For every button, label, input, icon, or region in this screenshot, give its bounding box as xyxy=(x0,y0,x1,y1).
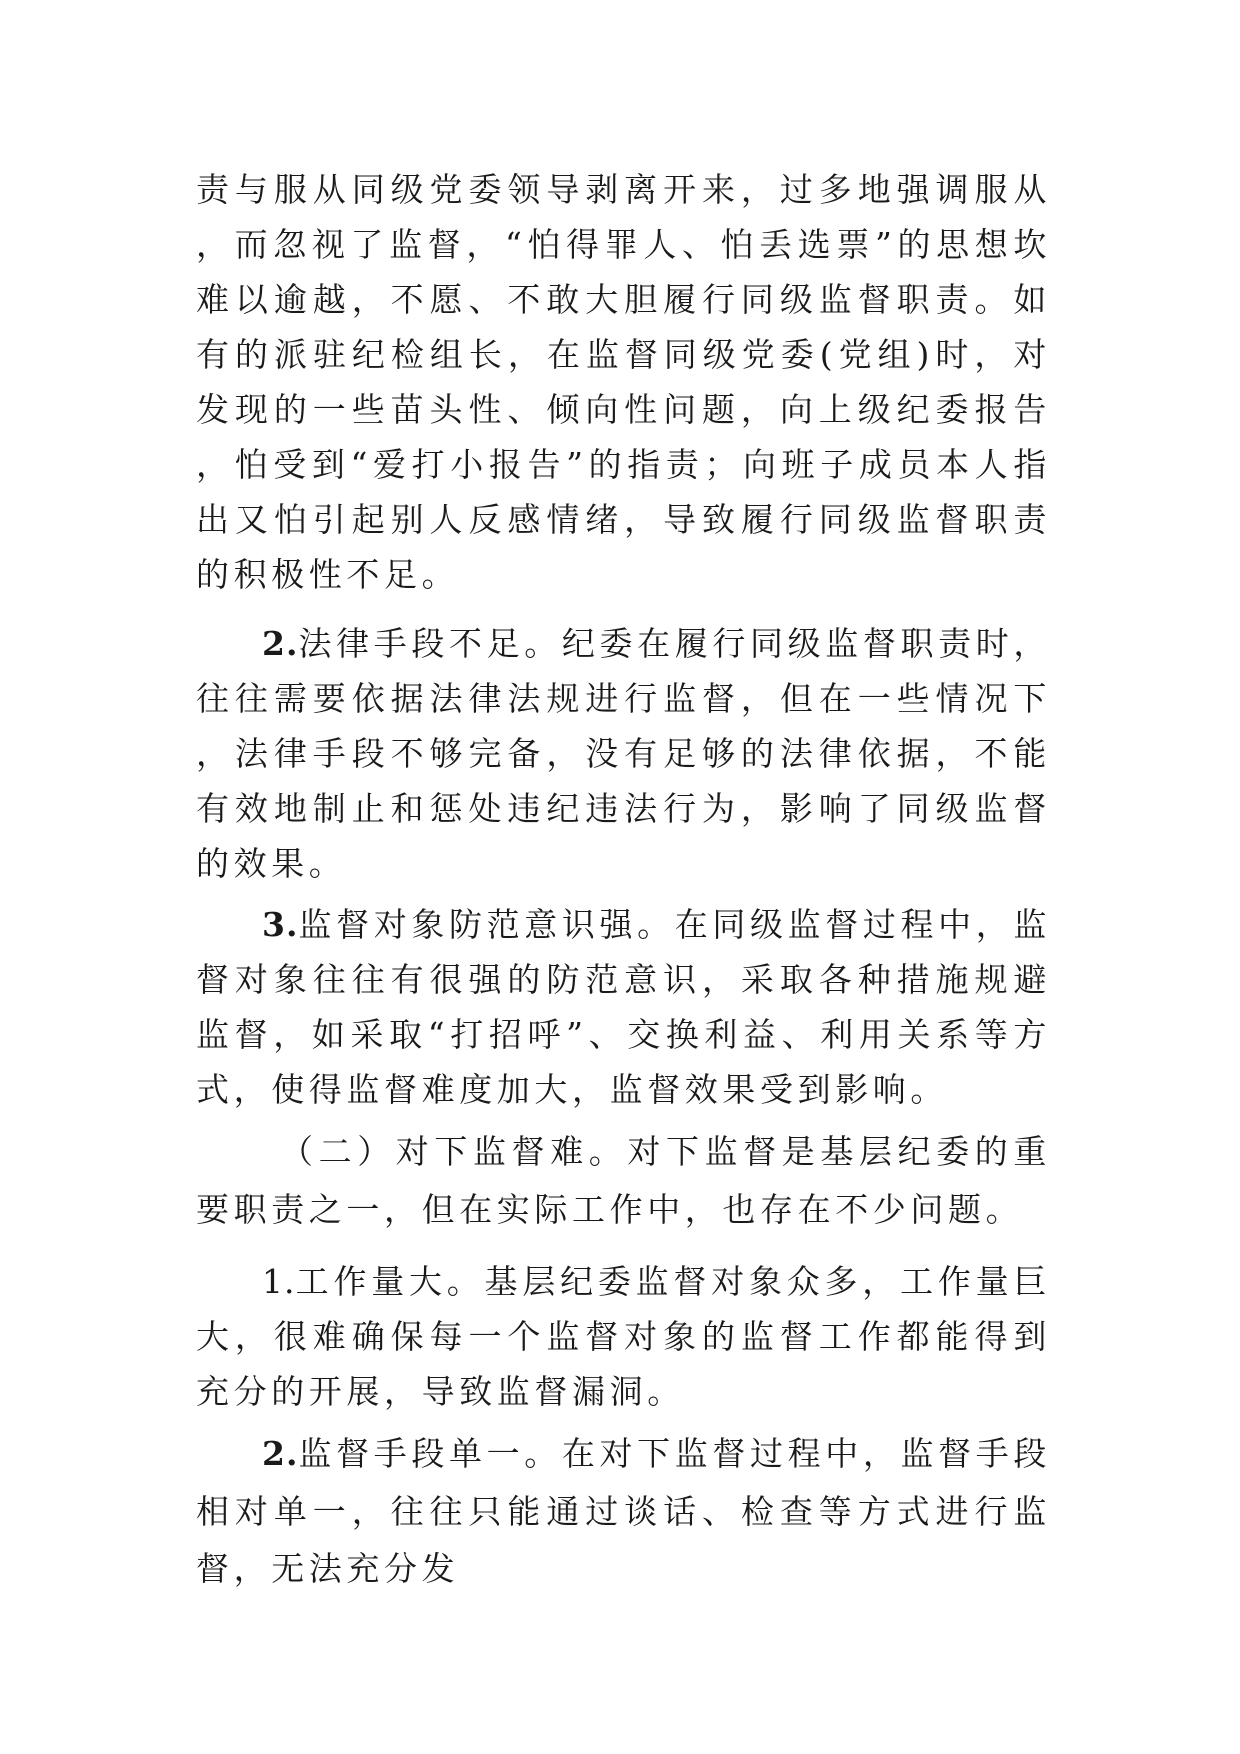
paragraph-text: 工作量大。基层纪委监督对象众多，工作量巨大，很难确保每一个监督对象的监督工作都能得到充分的开展，导致监督漏洞。 xyxy=(196,1262,1051,1411)
section-heading-downward-supervision xyxy=(196,1123,1051,1238)
document-body xyxy=(196,162,1051,1598)
paragraph-item-2-single-means xyxy=(196,1425,1051,1598)
item-number: 2. xyxy=(262,1434,299,1473)
section-heading-text: （二）对下监督难。对下监督是基层纪委的重要职责之一，但在实际工作中，也存在不少问题。 xyxy=(196,1132,1051,1229)
item-number: 3. xyxy=(262,905,299,944)
item-number: 2. xyxy=(262,624,299,663)
paragraph-item-3-awareness xyxy=(196,897,1051,1117)
paragraph-text: 监督手段单一。在对下监督过程中，监督手段相对单一，往往只能通过谈话、检查等方式进行监督，无法充分发 xyxy=(196,1434,1051,1588)
paragraph-text: 监督对象防范意识强。在同级监督过程中，监督对象往往有很强的防范意识，采取各种措施规避监督，如采取“打招呼”、交换利益、利用关系等方式，使得监督难度加大，监督效果受到影响。 xyxy=(196,905,1051,1109)
paragraph-item-1-workload xyxy=(196,1254,1051,1419)
paragraph-continuation xyxy=(196,162,1051,602)
paragraph-text: 法律手段不足。纪委在履行同级监督职责时，往往需要依据法律法规进行监督，但在一些情况下，法律手段不够完备，没有足够的法律依据，不能有效地制止和惩处违纪违法行为，影响了同级监督的效果。 xyxy=(196,624,1051,883)
item-number: 1. xyxy=(262,1262,296,1301)
paragraph-item-2-legal-means xyxy=(196,616,1051,891)
paragraph-text: 责与服从同级党委领导剥离开来，过多地强调服从，而忽视了监督，“怕得罪人、怕丢选票”的思想坎难以逾越，不愿、不敢大胆履行同级监督职责。如有的派驻纪检组长，在监督同级党委(党组)时，对发现的一些苗头性、倾向性问题，向上级纪委报告，怕受到“爱打小报告”的指责；向班子成员本人指出又怕引起别人反感情绪，导致履行同级监督职责的积极性不足。 xyxy=(196,170,1051,594)
